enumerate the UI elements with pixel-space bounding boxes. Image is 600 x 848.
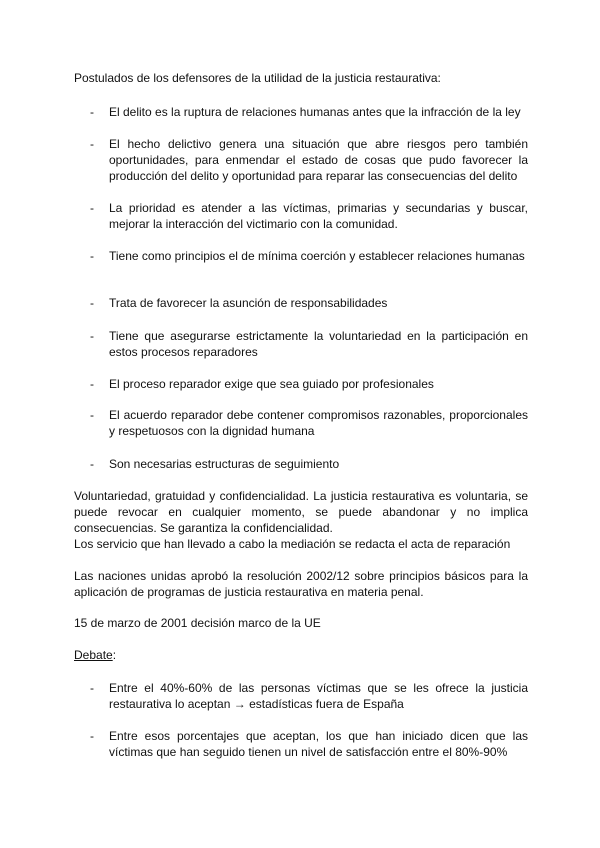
- postulado-item: Son necesarias estructuras de seguimiento: [109, 457, 340, 471]
- bullet-marker: -: [90, 296, 94, 310]
- postulado-item: El hecho delictivo genera una situación que abre riesgos pero también oportunidades, para enmendar el estado de cosas que pudo favorecer la producción del delito y oportunidad para reparar las consecuencias del delito: [109, 137, 528, 183]
- bullet-marker: -: [90, 329, 94, 343]
- postulado-item: La prioridad es atender a las víctimas, primarias y secundarias y buscar, mejorar la interacción del victimario con la comunidad.: [109, 201, 528, 231]
- postulado-item: El delito es la ruptura de relaciones humanas antes que la infracción de la ley: [109, 105, 521, 119]
- decision-marco-line: 15 de marzo de 2001 decisión marco de la UE: [74, 616, 321, 630]
- intro-heading: Postulados de los defensores de la utilidad de la justicia restaurativa:: [74, 71, 441, 85]
- bullet-marker: -: [90, 137, 94, 151]
- bullet-marker: -: [90, 681, 94, 695]
- bullet-marker: -: [90, 408, 94, 422]
- bullet-marker: -: [90, 201, 94, 215]
- postulado-item: El proceso reparador exige que sea guiado por profesionales: [109, 377, 434, 391]
- debate-heading: [74, 647, 528, 663]
- naciones-paragraph: Las naciones unidas aprobó la resolución 2002/12 sobre principios básicos para la aplicación de programas de justicia restaurativa en materia penal.: [74, 569, 528, 599]
- debate-item: Entre el 40%-60% de las personas víctimas que se les ofrece la justicia restaurativa lo aceptan → estadísticas fuera de España: [109, 681, 528, 711]
- bullet-marker: -: [90, 457, 94, 471]
- bullet-marker: -: [90, 377, 94, 391]
- postulado-item: Trata de favorecer la asunción de responsabilidades: [109, 296, 388, 310]
- debate-item: Entre esos porcentajes que aceptan, los que han iniciado dicen que las víctimas que han seguido tienen un nivel de satisfacción entre el 80%-90%: [109, 729, 528, 759]
- voluntariedad-paragraph: Voluntariedad, gratuidad y confidencialidad. La justicia restaurativa es voluntaria, se puede revocar en cualquier momento, se puede abandonar y no implica consecuencias. Se garantiza la confidencialidad.: [74, 489, 528, 535]
- bullet-marker: -: [90, 729, 94, 743]
- debate-colon: :: [112, 648, 117, 662]
- postulado-item: Tiene que asegurarse estrictamente la voluntariedad en la participación en estos procesos reparadores: [109, 329, 528, 359]
- postulado-item: El acuerdo reparador debe contener compromisos razonables, proporcionales y respetuosos con la dignidad humana: [109, 408, 528, 438]
- postulado-item: Tiene como principios el de mínima coerción y establecer relaciones humanas: [109, 249, 525, 263]
- mediacion-line: Los servicio que han llevado a cabo la mediación se redacta el acta de reparación: [74, 537, 511, 551]
- bullet-marker: -: [90, 105, 94, 119]
- bullet-marker: -: [90, 249, 94, 263]
- debate-label: Debate: [74, 648, 113, 662]
